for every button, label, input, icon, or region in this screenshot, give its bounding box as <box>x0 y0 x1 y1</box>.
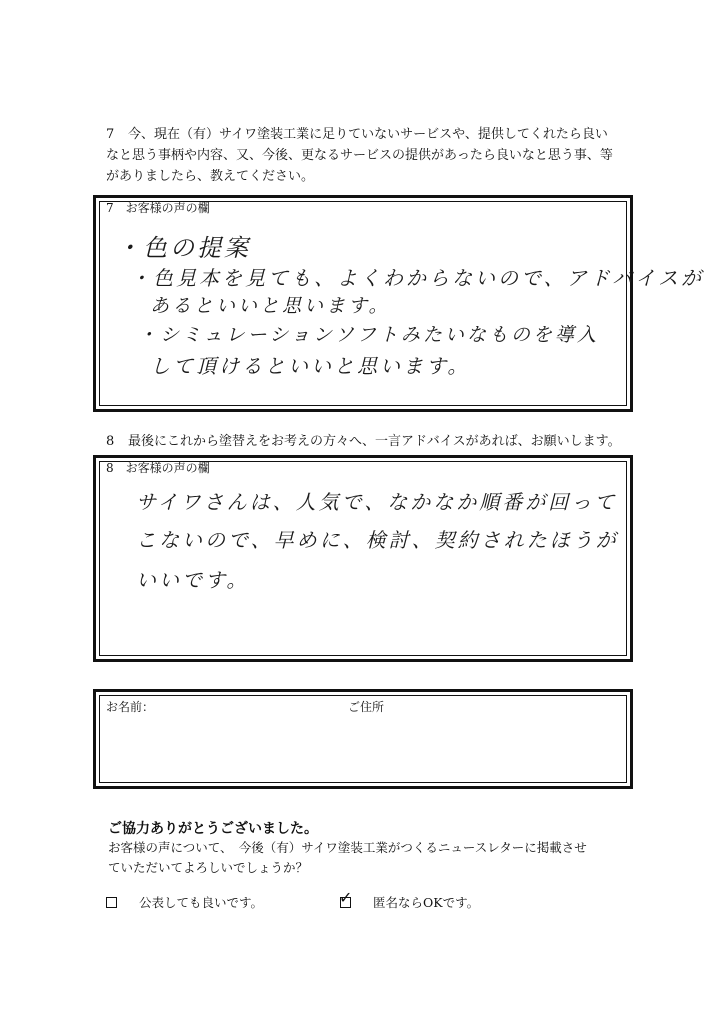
checkmark-icon: ✓ <box>339 887 353 907</box>
answer-7-line-5: して頂けるといいと思います。 <box>150 354 471 378</box>
consent-question <box>108 838 628 878</box>
answer-8-line-2: こないので、早めに、検討、契約されたほうが <box>136 528 619 552</box>
public-checkbox[interactable] <box>106 897 117 908</box>
consent-line-1: お客様の声について、 今後（有）サイワ塗装工業がつくるニュースレターに掲載させ <box>108 840 587 855</box>
option-public[interactable] <box>106 893 263 911</box>
answer-8-line-3: いいです。 <box>136 568 250 592</box>
option-anonymous-label: 匿名ならOKです。 <box>373 895 480 910</box>
option-public-label: 公表しても良いです。 <box>139 895 264 910</box>
question-8-number: 8 <box>106 434 115 449</box>
question-7-number: 7 <box>106 127 115 142</box>
answer-box-8-label: 8 お客様の声の欄 <box>106 461 210 475</box>
thanks-message: ご協力ありがとうございました。 <box>108 821 318 837</box>
name-field-label: お名前： <box>106 700 155 714</box>
answer-7-line-4: ・シミュレーションソフトみたいなものを導入 <box>138 324 599 346</box>
anonymous-checkbox[interactable] <box>339 887 353 908</box>
question-7 <box>106 124 626 187</box>
answer-box-7-label: 7 お客様の声の欄 <box>106 201 210 215</box>
question-8-line-1: 最後にこれから塗替えをお考えの方々へ、一言アドバイスがあれば、お願いします。 <box>128 434 621 449</box>
answer-7-line-3: あるといいと思います。 <box>150 295 391 317</box>
question-7-line-1: 今、現在（有）サイワ塗装工業に足りていないサービスや、提供してくれたら良い <box>128 127 608 142</box>
answer-7-line-2: ・色見本を見ても、よくわからないので、アドバイスが <box>130 266 704 290</box>
answer-8-line-1: サイワさんは、人気で、なかなか順番が回って <box>136 490 618 514</box>
question-7-line-2: なと思う事柄や内容、又、今後、更なるサービスの提供があったら良いなと思う事、等 <box>106 148 613 163</box>
consent-line-2: ていただいてよろしいでしょうか？ <box>108 860 309 875</box>
answer-7-line-1: ・色の提案 <box>116 234 251 262</box>
address-field-label: ご住所 <box>348 700 385 714</box>
question-7-line-3: がありましたら、教えてください。 <box>106 169 315 184</box>
option-anonymous[interactable] <box>339 887 480 911</box>
question-8 <box>106 431 626 452</box>
contact-box <box>93 689 633 789</box>
